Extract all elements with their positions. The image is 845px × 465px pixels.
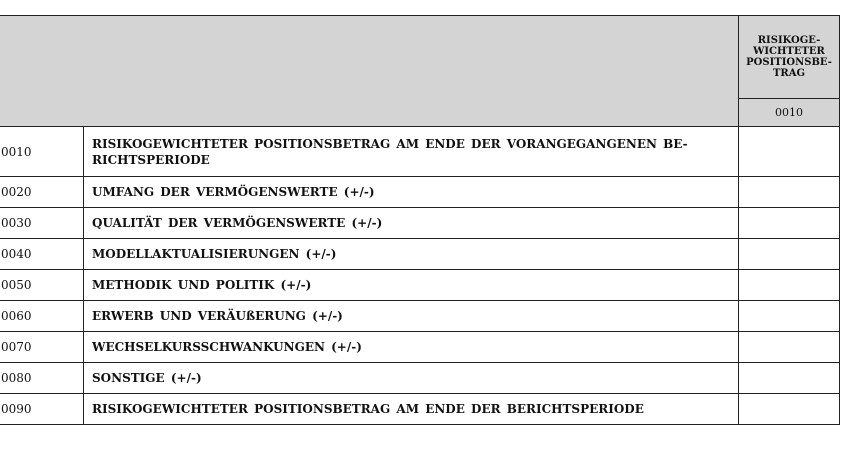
column-header-title-text: RISIKOGE- WICHTETER POSITIONSBE- TRAG xyxy=(746,35,832,79)
row-label: WECHSELKURSSCHWANKUNGEN (+/-) xyxy=(84,332,739,363)
row-code: 0020 xyxy=(0,177,84,208)
report-form xyxy=(0,15,839,425)
table-body xyxy=(0,16,840,425)
row-label: QUALITÄT DER VERMÖGENSWERTE (+/-) xyxy=(84,208,739,239)
header-row xyxy=(0,16,840,99)
table-row xyxy=(0,363,840,394)
row-code: 0060 xyxy=(0,301,84,332)
table-row xyxy=(0,270,840,301)
table-row xyxy=(0,332,840,363)
row-value-cell[interactable] xyxy=(739,127,840,177)
row-value-cell[interactable] xyxy=(739,239,840,270)
row-label: SONSTIGE (+/-) xyxy=(84,363,739,394)
row-code: 0010 xyxy=(0,127,84,177)
row-value-cell[interactable] xyxy=(739,301,840,332)
row-code: 0070 xyxy=(0,332,84,363)
row-value-cell[interactable] xyxy=(739,208,840,239)
row-label: UMFANG DER VERMÖGENSWERTE (+/-) xyxy=(84,177,739,208)
table-row xyxy=(0,394,840,425)
row-code: 0030 xyxy=(0,208,84,239)
table-row xyxy=(0,127,840,177)
row-code: 0090 xyxy=(0,394,84,425)
rwa-flow-table xyxy=(0,15,840,425)
row-label: RISIKOGEWICHTETER POSITIONSBETRAG AM ENDE DER BERICHTSPERIODE xyxy=(84,394,739,425)
row-value-cell[interactable] xyxy=(739,394,840,425)
row-label: ERWERB UND VERÄUßERUNG (+/-) xyxy=(84,301,739,332)
table-row xyxy=(0,239,840,270)
table-row xyxy=(0,301,840,332)
row-code: 0050 xyxy=(0,270,84,301)
row-value-cell[interactable] xyxy=(739,332,840,363)
row-code: 0080 xyxy=(0,363,84,394)
row-label: METHODIK UND POLITIK (+/-) xyxy=(84,270,739,301)
header-blank-cell xyxy=(0,16,739,127)
table-row xyxy=(0,177,840,208)
row-label: RISIKOGEWICHTETER POSITIONSBETRAG AM ENDE DER VORANGEGANGENEN BE- RICHTSPERIODE xyxy=(84,127,739,177)
row-value-cell[interactable] xyxy=(739,363,840,394)
row-value-cell[interactable] xyxy=(739,270,840,301)
column-header-title xyxy=(739,16,840,99)
row-value-cell[interactable] xyxy=(739,177,840,208)
table-row xyxy=(0,208,840,239)
column-header-code: 0010 xyxy=(739,99,840,127)
row-label: MODELLAKTUALISIERUNGEN (+/-) xyxy=(84,239,739,270)
row-code: 0040 xyxy=(0,239,84,270)
